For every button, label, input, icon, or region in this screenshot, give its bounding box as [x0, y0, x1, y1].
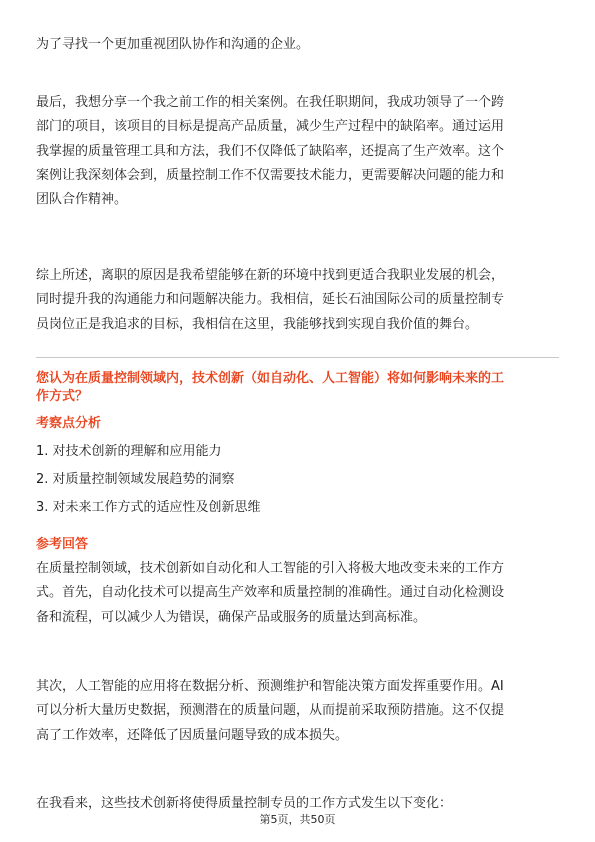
analysis-point: 3. 对未来工作方式的适应性及创新思维 [36, 500, 261, 515]
answer-paragraph-2 [36, 675, 559, 748]
intro-tail-line: 为了寻找一个更加重视团队协作和沟通的企业。 [36, 37, 310, 52]
analysis-point: 2. 对质量控制领域发展趋势的洞察 [36, 472, 235, 487]
case-line: 部门的项目，该项目的目标是提高产品质量，减少生产过程中的缺陷率。通过运用 [36, 119, 505, 135]
answer-line: 备和流程，可以减少人为错误，确保产品或服务的质量达到高标准。 [36, 609, 427, 625]
summary-line: 同时提升我的沟通能力和问题解决能力。我相信，延长石油国际公司的质量控制专 [36, 292, 505, 308]
question-block [36, 370, 559, 405]
case-paragraph [36, 91, 559, 212]
answer-line: 在质量控制领域，技术创新如自动化和人工智能的引入将极大地改变未来的工作方 [36, 561, 505, 576]
page-footer [0, 813, 595, 827]
answer-line: 在我看来，这些技术创新将使得质量控制专员的工作方式发生以下变化： [36, 796, 453, 811]
question-line: 作方式？ [36, 388, 89, 404]
analysis-block [36, 415, 559, 433]
case-line: 团队合作精神。 [36, 192, 128, 208]
case-line: 案例让我深刻体会到，质量控制工作不仅需要技术能力，更需要解决问题的能力和 [36, 167, 505, 183]
answer-title: 参考回答 [36, 537, 89, 552]
answer-line: 式。首先，自动化技术可以提高生产效率和质量控制的准确性。通过自动化检测设 [36, 585, 505, 601]
answer-line: 其次，人工智能的应用将在数据分析、预测维护和智能决策方面发挥重要作用。AI [36, 679, 504, 694]
analysis-point-row [36, 499, 559, 517]
intro-block [36, 33, 559, 57]
answer-title-block [36, 536, 559, 554]
page-number-label: 第5页，共50页 [259, 813, 336, 826]
summary-paragraph [36, 264, 559, 337]
answer-paragraph-1 [36, 557, 559, 630]
case-line: 我掌握的质量管理工具和方法，我们不仅降低了缺陷率，还提高了生产效率。这个 [36, 143, 505, 159]
answer-line: 可以分析大量历史数据，预测潜在的质量问题，从而提前采取预防措施。这不仅提 [36, 703, 505, 719]
analysis-point: 1. 对技术创新的理解和应用能力 [36, 444, 222, 459]
answer-line: 高了工作效率，还降低了因质量问题导致的成本损失。 [36, 727, 349, 743]
question-line: 您认为在质量控制领域内，技术创新（如自动化、人工智能）将如何影响未来的工 [36, 371, 505, 386]
case-line: 最后，我想分享一个我之前工作的相关案例。在我任职期间，我成功领导了一个跨 [36, 95, 505, 110]
summary-line: 综上所述，离职的原因是我希望能够在新的环境中找到更适合我职业发展的机会， [36, 268, 505, 283]
analysis-title: 考察点分析 [36, 416, 102, 431]
section-divider [36, 357, 559, 358]
analysis-point-row [36, 471, 559, 489]
summary-line: 员岗位正是我追求的目标，我相信在这里，我能够找到实现自我价值的舞台。 [36, 316, 479, 332]
analysis-points [36, 443, 559, 461]
